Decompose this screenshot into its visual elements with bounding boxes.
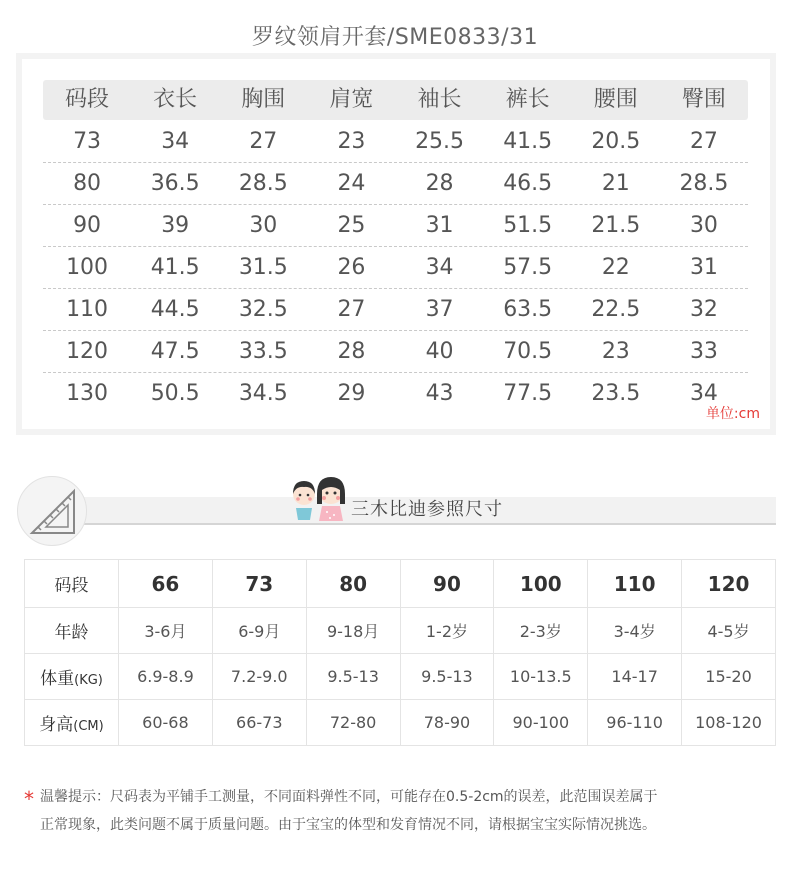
table-cell: 33: [689, 339, 718, 364]
table-cell: 26: [337, 255, 366, 280]
table-header-row: [25, 560, 776, 608]
row-header-label: 身高: [39, 715, 74, 735]
table-cell: 80: [73, 171, 102, 196]
reference-table: [24, 559, 776, 746]
table-cell: 50.5: [150, 381, 200, 406]
table-cell: 28.5: [238, 171, 288, 196]
row-header-unit: (KG): [74, 673, 103, 688]
size-header-cell: 裤长: [505, 87, 550, 112]
row-header-label: 年龄: [54, 623, 89, 643]
table-cell: 66-73: [212, 700, 306, 746]
table-cell: 72-80: [306, 700, 400, 746]
table-cell: 30: [689, 213, 718, 238]
table-cell: 27: [337, 297, 366, 322]
table-cell: 7.2-9.0: [212, 654, 306, 700]
size-header-cell: 衣长: [153, 87, 198, 112]
table-cell: 27: [249, 129, 278, 154]
table-cell: 33.5: [238, 339, 288, 364]
table-cell: 21: [601, 171, 630, 196]
table-cell: 34: [161, 129, 190, 154]
table-cell: 23: [601, 339, 630, 364]
table-cell: 60-68: [119, 700, 213, 746]
ruler-triangle-icon: [28, 487, 78, 537]
table-cell: 10-13.5: [494, 654, 588, 700]
ruler-badge: [17, 476, 87, 546]
table-cell: 30: [249, 213, 278, 238]
row-header: [25, 654, 119, 700]
table-cell: 100: [66, 255, 109, 280]
table-cell: 4-5岁: [682, 608, 776, 654]
size-header-cell: 码段: [65, 87, 110, 112]
size-header-cell: 臀围: [681, 87, 726, 112]
column-header: 80: [306, 560, 400, 608]
size-chart: [22, 59, 770, 429]
table-cell: 44.5: [150, 297, 200, 322]
kids-illustration: [288, 474, 350, 522]
table-cell: 25.5: [415, 129, 465, 154]
table-row: [43, 163, 748, 205]
table-row: [43, 373, 748, 415]
table-cell: 78-90: [400, 700, 494, 746]
table-cell: 3-4岁: [588, 608, 682, 654]
table-cell: 51.5: [503, 213, 553, 238]
unit-label: 单位:cm: [705, 406, 760, 422]
table-cell: 28: [425, 171, 454, 196]
table-cell: 77.5: [503, 381, 553, 406]
table-row: [43, 289, 748, 331]
table-cell: 23: [337, 129, 366, 154]
table-cell: 9.5-13: [400, 654, 494, 700]
table-cell: 70.5: [503, 339, 553, 364]
table-cell: 9.5-13: [306, 654, 400, 700]
table-cell: 23.5: [591, 381, 641, 406]
size-header-cell: 腰围: [593, 87, 638, 112]
table-cell: 27: [689, 129, 718, 154]
row-header: [25, 608, 119, 654]
table-cell: 90-100: [494, 700, 588, 746]
table-cell: 34: [425, 255, 454, 280]
table-row: [43, 205, 748, 247]
size-chart-rows: [43, 121, 748, 415]
table-cell: 96-110: [588, 700, 682, 746]
table-cell: 28: [337, 339, 366, 364]
table-cell: 6.9-8.9: [119, 654, 213, 700]
table-cell: 34: [689, 381, 718, 406]
table-cell: 28.5: [679, 171, 729, 196]
table-cell: 34.5: [238, 381, 288, 406]
table-cell: 90: [73, 213, 102, 238]
table-cell: 130: [66, 381, 109, 406]
table-cell: 110: [66, 297, 109, 322]
size-header-cell: 肩宽: [329, 87, 374, 112]
table-cell: 43: [425, 381, 454, 406]
size-chart-frame: [16, 53, 776, 435]
column-header: 66: [119, 560, 213, 608]
table-cell: 63.5: [503, 297, 553, 322]
column-header: 120: [682, 560, 776, 608]
column-header: 110: [588, 560, 682, 608]
table-cell: 24: [337, 171, 366, 196]
table-cell: 22.5: [591, 297, 641, 322]
table-row: [25, 654, 776, 700]
table-cell: 14-17: [588, 654, 682, 700]
table-cell: 32: [689, 297, 718, 322]
reference-title: 三木比迪参照尺寸: [351, 499, 503, 520]
size-chart-header: [43, 80, 748, 120]
column-header: 73: [212, 560, 306, 608]
table-cell: 36.5: [150, 171, 200, 196]
table-cell: 39: [161, 213, 190, 238]
column-header: 100: [494, 560, 588, 608]
table-cell: 31: [689, 255, 718, 280]
table-cell: 3-6月: [119, 608, 213, 654]
tip-line-2: 正常现象，此类问题不属于质量问题。由于宝宝的体型和发育情况不同，请根据宝宝实际情况挑选。: [40, 817, 656, 833]
table-cell: 41.5: [150, 255, 200, 280]
table-cell: 31: [425, 213, 454, 238]
tip-line-1: 温馨提示：尺码表为平铺手工测量，不同面料弹性不同，可能存在0.5-2cm的误差，此范围误差属于: [40, 789, 658, 805]
table-row: [43, 247, 748, 289]
table-row: [43, 121, 748, 163]
size-header-cell: 袖长: [417, 87, 462, 112]
table-cell: 22: [601, 255, 630, 280]
table-cell: 47.5: [150, 339, 200, 364]
row-header: [25, 700, 119, 746]
table-cell: 46.5: [503, 171, 553, 196]
table-cell: 120: [66, 339, 109, 364]
table-cell: 108-120: [682, 700, 776, 746]
column-header: 90: [400, 560, 494, 608]
table-row: [25, 700, 776, 746]
table-cell: 15-20: [682, 654, 776, 700]
table-corner-header: 码段: [25, 560, 119, 608]
table-cell: 25: [337, 213, 366, 238]
table-cell: 41.5: [503, 129, 553, 154]
table-cell: 6-9月: [212, 608, 306, 654]
table-cell: 31.5: [238, 255, 288, 280]
table-cell: 1-2岁: [400, 608, 494, 654]
row-header-label: 体重: [40, 669, 75, 689]
row-header-unit: (CM): [73, 719, 104, 734]
table-row: [43, 331, 748, 373]
table-cell: 73: [73, 129, 102, 154]
table-cell: 9-18月: [306, 608, 400, 654]
table-cell: 37: [425, 297, 454, 322]
size-header-cell: 胸围: [241, 87, 286, 112]
table-cell: 21.5: [591, 213, 641, 238]
table-row: [25, 608, 776, 654]
reference-title-underline: [40, 523, 776, 525]
table-cell: 40: [425, 339, 454, 364]
page-title: 罗纹领肩开套/SME0833/31: [251, 25, 539, 50]
table-cell: 32.5: [238, 297, 288, 322]
table-cell: 2-3岁: [494, 608, 588, 654]
table-cell: 20.5: [591, 129, 641, 154]
asterisk-icon: *: [24, 787, 34, 811]
table-cell: 29: [337, 381, 366, 406]
table-cell: 57.5: [503, 255, 553, 280]
